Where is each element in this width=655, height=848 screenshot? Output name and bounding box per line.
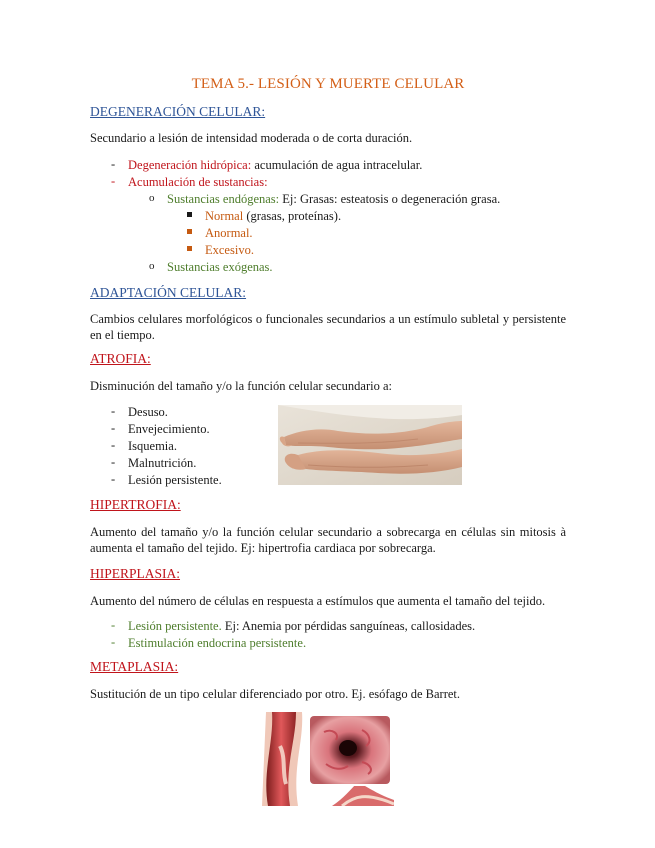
hiperplasia-item-1-text: Ej: Anemia por pérdidas sanguíneas, callosidades. (221, 619, 476, 633)
degeneracion-item-1-text: acumulación de agua intracelular. (251, 158, 423, 172)
heading-degeneracion: DEGENERACIÓN CELULAR: (90, 104, 266, 119)
dash-bullet: - (111, 455, 116, 469)
hiperplasia-item-1 (128, 618, 475, 634)
document-title: TEMA 5.- LESIÓN Y MUERTE CELULAR (191, 76, 465, 92)
atrofia-intro: Disminución del tamaño y/o la función celular secundario a: (90, 379, 392, 393)
degeneracion-item-1-label: Degeneración hidrópica: (128, 158, 252, 172)
heading-adaptacion: ADAPTACIÓN CELULAR: (90, 285, 247, 300)
square-bullet-icon (187, 229, 192, 234)
atrofia-item: Envejecimiento. (128, 422, 210, 436)
degeneracion-sub-2: Sustancias exógenas. (167, 260, 273, 274)
legs-atrophy-image (278, 405, 462, 485)
dash-bullet: - (111, 421, 116, 435)
degeneracion-item-2: Acumulación de sustancias: (128, 175, 268, 189)
degeneracion-sub-1-text: Ej: Grasas: esteatosis o degeneración grasa. (279, 192, 501, 206)
metaplasia-text: Sustitución de un tipo celular diferenciado por otro. Ej. esófago de Barret. (90, 687, 461, 701)
dash-bullet: - (111, 635, 116, 649)
degeneracion-sub-1 (167, 191, 500, 207)
circle-bullet-icon: o (149, 192, 155, 204)
atrofia-item: Malnutrición. (128, 456, 197, 470)
degeneracion-sub-1-label: Sustancias endógenas: (167, 192, 280, 206)
hiperplasia-item-2: Estimulación endocrina persistente. (128, 636, 307, 650)
atrofia-item: Lesión persistente. (128, 473, 222, 487)
barrett-esophagus-image (262, 712, 394, 806)
hiperplasia-text: Aumento del número de células en respuesta a estímulos que aumenta el tamaño del tejido. (90, 594, 546, 608)
dash-bullet: - (111, 157, 116, 171)
square-bullet-icon (187, 246, 192, 251)
atrofia-item: Desuso. (128, 405, 168, 419)
dash-bullet: - (111, 438, 116, 452)
degeneracion-item-1 (128, 157, 422, 173)
degeneracion-subsub-1-text: (grasas, proteínas). (243, 209, 342, 223)
dash-bullet: - (111, 404, 116, 418)
heading-atrofia: ATROFIA: (90, 351, 151, 366)
heading-hipertrofia: HIPERTROFIA: (90, 497, 181, 512)
atrofia-item: Isquemia. (128, 439, 177, 453)
degeneracion-subsub-3: Excesivo. (205, 243, 254, 257)
legs-illustration (278, 405, 462, 485)
esophagus-illustration (262, 712, 394, 806)
hipertrofia-text: Aumento del tamaño y/o la función celular secundario a sobrecarga en células sin mitosis à aumenta el tamaño del tejido. Ej: hipertrofia cardiaca por sobrecarga. (90, 525, 566, 555)
circle-bullet-icon: o (149, 260, 155, 272)
hiperplasia-item-1-label: Lesión persistente. (128, 619, 222, 633)
degeneracion-intro: Secundario a lesión de intensidad moderada o de corta duración. (90, 131, 413, 145)
heading-metaplasia: METAPLASIA: (90, 659, 179, 674)
degeneracion-subsub-1 (205, 208, 341, 224)
adaptacion-text: Cambios celulares morfológicos o funcionales secundarios a un estímulo subletal y persistente en el tiempo. (90, 312, 566, 342)
dash-bullet: - (111, 472, 116, 486)
dash-bullet: - (111, 174, 116, 188)
degeneracion-subsub-2: Anormal. (205, 226, 253, 240)
heading-hiperplasia: HIPERPLASIA: (90, 566, 181, 581)
square-bullet-icon (187, 212, 192, 217)
dash-bullet: - (111, 618, 116, 632)
degeneracion-subsub-1-label: Normal (205, 209, 244, 223)
